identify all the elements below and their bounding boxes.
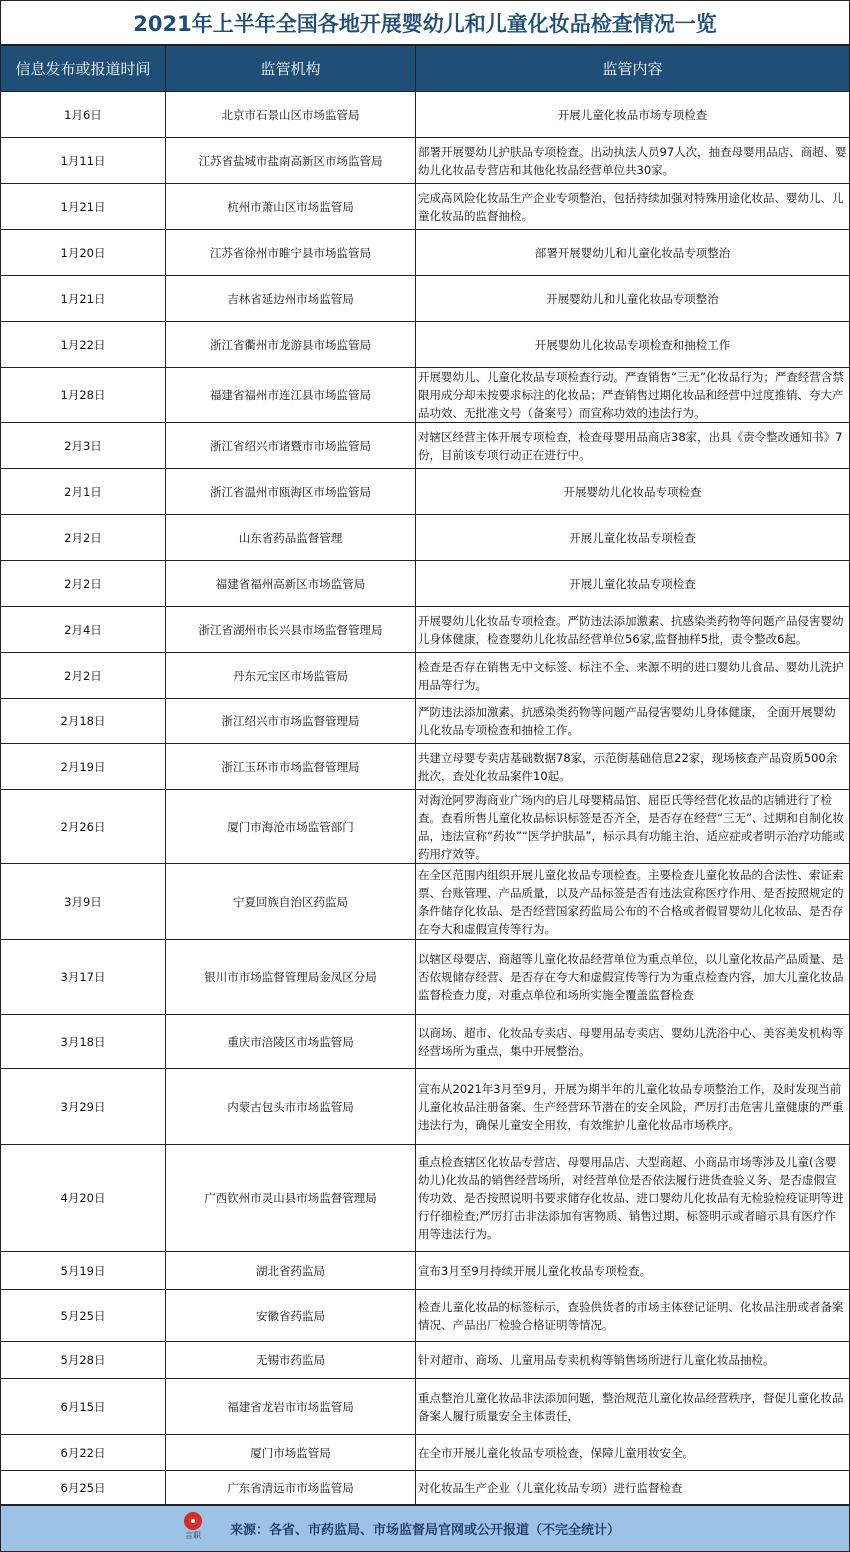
table-row xyxy=(1,1290,850,1342)
date-cell: 2月18日 xyxy=(1,699,166,744)
agency-cell: 福建省福州高新区市场监管局 xyxy=(166,561,416,607)
content-cell: 开展婴幼儿化妆品专项检查。严防违法添加激素、抗感染类药物等问题产品侵害婴幼儿身体健康，检查婴幼儿化妆品经营单位56家,监督抽样5批，责令整改6起。 xyxy=(416,607,850,653)
content-cell: 开展儿童化妆品专项检查 xyxy=(416,561,850,607)
content-cell: 对辖区经营主体开展专项检查，检查母婴用品商店38家，出具《责令整改通知书》7份，目前该专项行动正在进行中。 xyxy=(416,423,850,469)
content-cell: 检查儿童化妆品的标签标示，查验供货者的市场主体登记证明、化妆品注册或者备案情况、产品出厂检验合格证明等情况。 xyxy=(416,1290,850,1342)
agency-cell: 吉林省延边州市场监管局 xyxy=(166,276,416,322)
content-cell: 共建立母婴专卖店基础数据78家，示范街基础信息22家，现场核查产品资质500余批次，查处化妆品案件10起。 xyxy=(416,744,850,790)
date-cell: 1月28日 xyxy=(1,368,166,423)
content-cell: 严防违法添加激素、抗感染类药物等问题产品侵害婴幼儿身体健康， 全面开展婴幼儿化妆品专项检查和抽检工作。 xyxy=(416,699,850,744)
agency-cell: 浙江省温州市瓯海区市场监管局 xyxy=(166,469,416,515)
agency-cell: 安徽省药监局 xyxy=(166,1290,416,1342)
date-cell: 5月25日 xyxy=(1,1290,166,1342)
content-cell: 在全区范围内组织开展儿童化妆品专项检查。主要检查儿童化妆品的合法性、索证索票、台账管理、产品质量，以及产品标签是否有违法宣称医疗作用、是否按照规定的条件储存化妆品、是否经营国家药监局公布的不合格或者假冒婴幼儿化妆品、是否存在夸大和虚假宣传等行为。 xyxy=(416,864,850,940)
agency-cell: 浙江玉环市市场监督管理局 xyxy=(166,744,416,790)
agency-cell: 浙江省衢州市龙游县市场监管局 xyxy=(166,322,416,368)
date-cell: 5月19日 xyxy=(1,1252,166,1290)
agency-cell: 银川市市场监督管理局金凤区分局 xyxy=(166,940,416,1015)
content-cell: 开展婴幼儿、儿童化妆品专项检查行动。严查销售“三无”化妆品行为；严查经营含禁限用成分却未按要求标注的化妆品；严查销售过期化妆品和经营中过度推销、夸大产品功效、无批准文号（备案号）而宣称功效的违法行为。 xyxy=(416,368,850,423)
content-cell: 部署开展婴幼儿护肤品专项检查。出动执法人员97人次，抽查母婴用品店、商超、婴幼儿化妆品专营店和其他化妆品经营单位共30家。 xyxy=(416,138,850,184)
table-row xyxy=(1,515,850,561)
content-cell: 开展儿童化妆品专项检查 xyxy=(416,515,850,561)
content-cell: 以商场、超市、化妆品专卖店、母婴用品专卖店、婴幼儿洗浴中心、美容美发机构等经营场所为重点，集中开展整治。 xyxy=(416,1015,850,1069)
table-row xyxy=(1,184,850,230)
table-row xyxy=(1,368,850,423)
table-row xyxy=(1,607,850,653)
date-cell: 2月1日 xyxy=(1,469,166,515)
agency-cell: 江苏省盐城市盐南高新区市场监管局 xyxy=(166,138,416,184)
content-cell: 开展婴幼儿和儿童化妆品专项整治 xyxy=(416,276,850,322)
agency-cell: 重庆市涪陵区市场监管局 xyxy=(166,1015,416,1069)
content-cell: 开展婴幼儿化妆品专项检查和抽检工作 xyxy=(416,322,850,368)
date-cell: 2月2日 xyxy=(1,561,166,607)
agency-cell: 宁夏回族自治区药监局 xyxy=(166,864,416,940)
table-row xyxy=(1,1069,850,1145)
agency-cell: 浙江省绍兴市诸暨市市场监管局 xyxy=(166,423,416,469)
column-header-content: 监管内容 xyxy=(416,46,850,92)
date-cell: 1月21日 xyxy=(1,184,166,230)
table-row xyxy=(1,276,850,322)
table-row xyxy=(1,423,850,469)
agency-cell: 无锡市药监局 xyxy=(166,1342,416,1379)
date-cell: 1月20日 xyxy=(1,230,166,276)
page-title: 2021年上半年全国各地开展婴幼儿和儿童化妆品检查情况一览 xyxy=(0,0,850,45)
date-cell: 6月25日 xyxy=(1,1471,166,1505)
table-row xyxy=(1,1015,850,1069)
table-row xyxy=(1,1471,850,1505)
agency-cell: 山东省药品监督管理 xyxy=(166,515,416,561)
date-cell: 1月6日 xyxy=(1,92,166,138)
agency-cell: 内蒙古包头市市场监管局 xyxy=(166,1069,416,1145)
date-cell: 3月9日 xyxy=(1,864,166,940)
table-row xyxy=(1,940,850,1015)
table-header-row xyxy=(1,46,850,92)
table-row xyxy=(1,790,850,864)
content-cell: 重点整治儿童化妆品非法添加问题，整治规范儿童化妆品经营秩序，督促儿童化妆品备案人履行质量安全主体责任， xyxy=(416,1379,850,1435)
table-row xyxy=(1,1435,850,1471)
date-cell: 3月18日 xyxy=(1,1015,166,1069)
date-cell: 4月20日 xyxy=(1,1145,166,1252)
agency-cell: 广西钦州市灵山县市场监督管理局 xyxy=(166,1145,416,1252)
agency-cell: 湖北省药监局 xyxy=(166,1252,416,1290)
content-cell: 开展婴幼儿化妆品专项检查 xyxy=(416,469,850,515)
content-cell: 对海沧阿罗海商业广场内的启儿母婴精品馆、屈臣氏等经营化妆品的店铺进行了检查。查看所售儿童化妆品标识标签是否齐全，是否存在经营“三无”、过期和自制化妆品，违法宣称“药妆”“医学护肤品”，标示具有功能主治、适应症或者明示治疗功能或药用疗效等。 xyxy=(416,790,850,864)
table-row xyxy=(1,1145,850,1252)
logo xyxy=(181,1512,205,1541)
content-cell: 部署开展婴幼儿和儿童化妆品专项整治 xyxy=(416,230,850,276)
table-row xyxy=(1,230,850,276)
agency-cell: 北京市石景山区市场监管局 xyxy=(166,92,416,138)
table-row xyxy=(1,864,850,940)
date-cell: 1月22日 xyxy=(1,322,166,368)
column-header-date: 信息发布或报道时间 xyxy=(1,46,166,92)
content-cell: 完成高风险化妆品生产企业专项整治，包括持续加强对特殊用途化妆品、婴幼儿、儿童化妆品的监督抽检。 xyxy=(416,184,850,230)
date-cell: 1月21日 xyxy=(1,276,166,322)
agency-cell: 浙江省湖州市长兴县市场监督管理局 xyxy=(166,607,416,653)
content-cell: 开展儿童化妆品市场专项检查 xyxy=(416,92,850,138)
inspection-table xyxy=(0,45,850,1505)
agency-cell: 福建省福州市连江县市场监管局 xyxy=(166,368,416,423)
agency-cell: 广东省清远市市场监管局 xyxy=(166,1471,416,1505)
date-cell: 2月19日 xyxy=(1,744,166,790)
date-cell: 5月28日 xyxy=(1,1342,166,1379)
date-cell: 1月11日 xyxy=(1,138,166,184)
table-row xyxy=(1,1342,850,1379)
agency-cell: 丹东元宝区市场监管局 xyxy=(166,653,416,699)
date-cell: 2月2日 xyxy=(1,653,166,699)
eye-logo-icon xyxy=(184,1512,202,1530)
table-row xyxy=(1,1252,850,1290)
table-row xyxy=(1,744,850,790)
content-cell: 对化妆品生产企业（儿童化妆品专项）进行监督检查 xyxy=(416,1471,850,1505)
agency-cell: 福建省龙岩市市场监管局 xyxy=(166,1379,416,1435)
content-cell: 以辖区母婴店、商超等儿童化妆品经营单位为重点单位，以儿童化妆品产品质量、是否依规储存经营、是否存在夸大和虚假宣传等行为为重点检查内容，加大儿童化妆品监督检查力度，对重点单位和场所实施全覆盖监督检查 xyxy=(416,940,850,1015)
table-row xyxy=(1,1379,850,1435)
date-cell: 6月22日 xyxy=(1,1435,166,1471)
date-cell: 2月2日 xyxy=(1,515,166,561)
date-cell: 3月17日 xyxy=(1,940,166,1015)
table-row xyxy=(1,469,850,515)
content-cell: 宣布从2021年3月至9月，开展为期半年的儿童化妆品专项整治工作，及时发现当前儿童化妆品注册备案、生产经营环节潜在的安全风险，严厉打击危害儿童健康的严重违法行为，确保儿童安全用妆，有效维护儿童化妆品市场秩序。 xyxy=(416,1069,850,1145)
logo-text: 言职 xyxy=(185,1531,201,1540)
column-header-agency: 监管机构 xyxy=(166,46,416,92)
table-row xyxy=(1,653,850,699)
table-row xyxy=(1,699,850,744)
content-cell: 在全市开展儿童化妆品专项检查，保障儿童用妆安全。 xyxy=(416,1435,850,1471)
content-cell: 重点检查辖区化妆品专营店、母婴用品店、大型商超、小商品市场等涉及儿童(含婴幼儿)化妆品的销售经营场所，对经营单位是否依法履行进货查验义务、是否虚假宣传功效、是否按照说明书要求储存化妆品、进口婴幼儿化妆品有无检验检疫证明等进行仔细检查;严厉打击非法添加有害物质、销售过期、标签明示或者暗示具有医疗作用等违法行为。 xyxy=(416,1145,850,1252)
date-cell: 2月4日 xyxy=(1,607,166,653)
source-text: 来源：各省、市药监局、市场监督局官网或公开报道（不完全统计） xyxy=(229,1523,620,1538)
date-cell: 3月29日 xyxy=(1,1069,166,1145)
date-cell: 2月3日 xyxy=(1,423,166,469)
agency-cell: 厦门市场监管局 xyxy=(166,1435,416,1471)
date-cell: 6月15日 xyxy=(1,1379,166,1435)
agency-cell: 江苏省徐州市睢宁县市场监管局 xyxy=(166,230,416,276)
content-cell: 检查是否存在销售无中文标签、标注不全、来源不明的进口婴幼儿食品、婴幼儿洗护用品等行为。 xyxy=(416,653,850,699)
content-cell: 宣布3月至9月持续开展儿童化妆品专项检查。 xyxy=(416,1252,850,1290)
table-row xyxy=(1,92,850,138)
table-row xyxy=(1,561,850,607)
agency-cell: 杭州市萧山区市场监管局 xyxy=(166,184,416,230)
agency-cell: 厦门市海沧市场监管部门 xyxy=(166,790,416,864)
table-row xyxy=(1,138,850,184)
table-row xyxy=(1,322,850,368)
source-footer xyxy=(0,1505,850,1552)
content-cell: 针对超市、商场、儿童用品专卖机构等销售场所进行儿童化妆品抽检。 xyxy=(416,1342,850,1379)
date-cell: 2月26日 xyxy=(1,790,166,864)
agency-cell: 浙江绍兴市市场监督管理局 xyxy=(166,699,416,744)
